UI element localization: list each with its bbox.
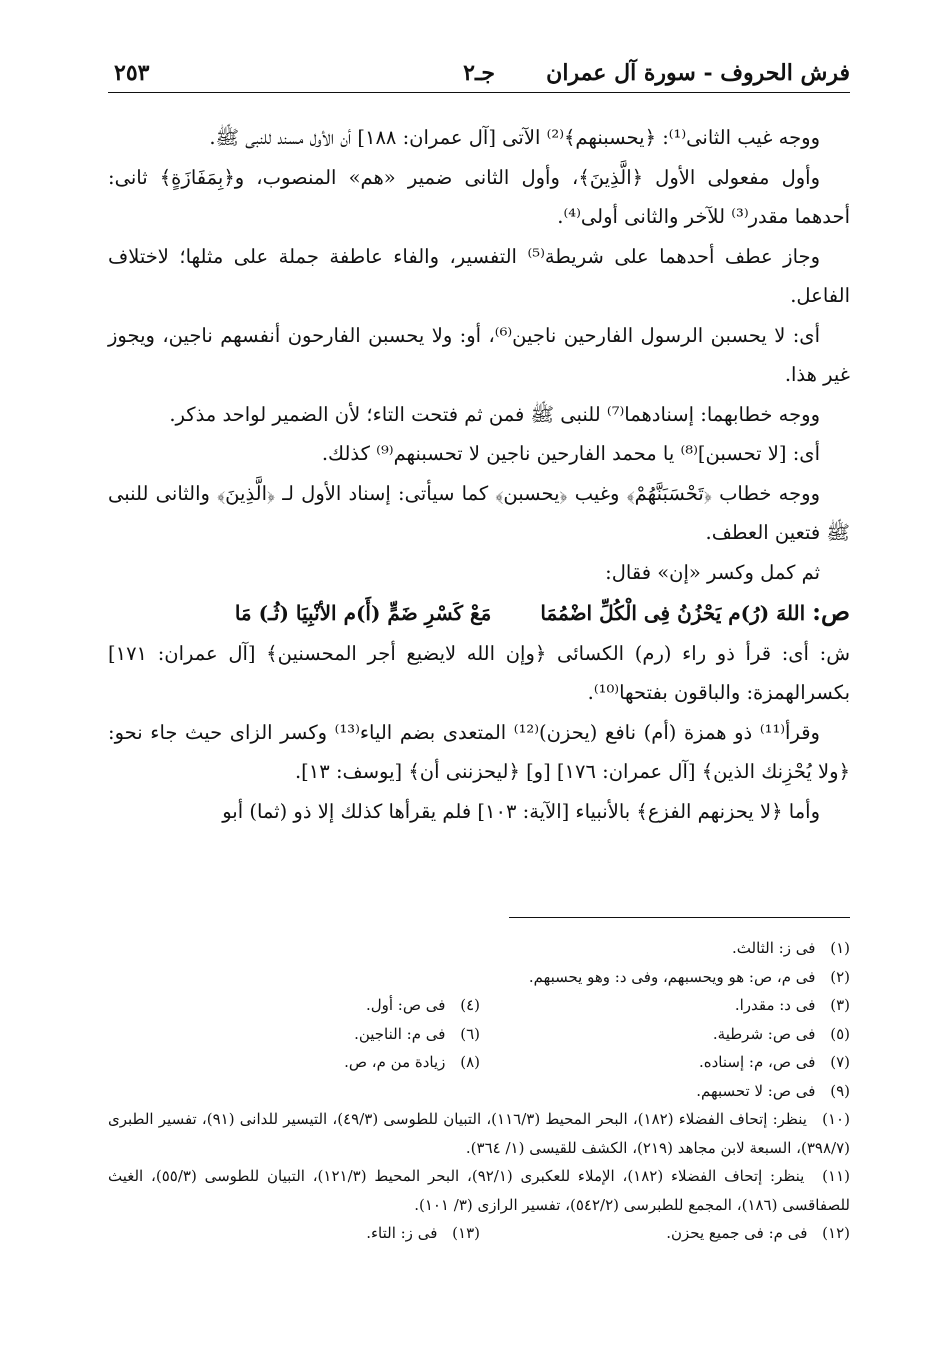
footnote-text: زيادة من م، ص. <box>344 1053 446 1071</box>
footnote-number: (١٣) <box>452 1224 480 1242</box>
footnote <box>108 1077 850 1106</box>
footnote <box>110 1219 480 1248</box>
footnote-row <box>108 991 850 1020</box>
footnote-number: (٣) <box>830 996 850 1014</box>
footnote-row <box>108 1048 850 1077</box>
footnote <box>480 1048 850 1077</box>
part-number: جـ٢ <box>463 60 495 86</box>
chapter-title: فرش الحروف - سورة آل عمران <box>546 60 850 86</box>
footnote-text: فى ز: الثالث. <box>732 939 816 957</box>
footnote-text: ينظر: إتحاف الفضلاء (١٨٢)، الإملاء للعكبرى (٩٢/١)، البحر المحيط (١٢١/٣)، التبيان للطوسى (٥٥/٣)، الغيث للصفاقسى (١٨٦)، المجمع للطبرسى (٥٤٢/٢)، تفسير الرازى (٣/ ١٠١). <box>108 1167 850 1214</box>
footnote <box>108 1105 850 1162</box>
footnote-number: (١٠) <box>822 1110 850 1128</box>
footnote-text: فى ص، م: إسناده. <box>699 1053 816 1071</box>
main-text <box>108 118 850 831</box>
footnote-text: فى م: فى جميع يحزن. <box>666 1224 808 1242</box>
footnotes <box>108 934 850 1248</box>
footnote-number: (١١) <box>822 1167 850 1185</box>
footnote-number: (٤) <box>460 996 480 1014</box>
footnote-divider <box>509 917 850 918</box>
commentary-paragraph: وقرأ⁽¹¹⁾ ذو همزة (أم) نافع (يحزن)⁽¹²⁾ المتعدى بضم الياء⁽¹³⁾ وكسر الزاى حيث جاء نحو: ﴿ولا يُحْزِنك الذين﴾ [آل عمران: ١٧٦] [و] ﴿ليحزننى أن﴾ [يوسف: ١٣]. <box>108 720 850 783</box>
footnote-text: فى م، ص: هو ويحسبهم، وفى د: وهو يحسبهم. <box>528 967 816 986</box>
footnote <box>110 1020 480 1049</box>
footnote-row <box>108 1020 850 1049</box>
footnote-number: (٩) <box>830 1081 850 1100</box>
footnote <box>110 991 480 1020</box>
verse-marker: ص: <box>812 597 850 626</box>
footnote-number: (١٢) <box>822 1224 850 1242</box>
footnote-number: (٢) <box>830 967 850 986</box>
footnote-text: فى ز: التاء. <box>366 1224 438 1242</box>
footnote-row <box>108 1219 850 1248</box>
footnote-number: (٨) <box>460 1053 480 1071</box>
paragraph: ووجه غيب الثانى⁽¹⁾: ﴿يحسبنهم﴾⁽²⁾ الآتى [آل عمران: ١٨٨] أن الأول مسند للنبى ﷺ. <box>209 126 820 149</box>
commentary-paragraph: وأما ﴿لا يحزنهم الفزع﴾ بالأنبياء [الآية: ١٠٣] فلم يقرأها كذلك إلا ذو (ثما) أبو <box>222 799 820 823</box>
footnote-text: فى م: الناجين. <box>354 1024 446 1043</box>
footnote <box>480 1020 850 1049</box>
verse-first-hemistich: اللهَ (رُ)م يَحْزُنُ فِى الْكُلِّ اضْمُمَا <box>540 601 806 625</box>
running-header <box>108 58 850 93</box>
footnote-number: (٦) <box>460 1024 480 1043</box>
footnote-text: فى ص: شرطية. <box>712 1024 816 1043</box>
footnote <box>108 934 850 963</box>
footnote <box>480 991 850 1020</box>
verse-second-hemistich: مَعْ كَسْرِ ضَمٍّ (أَ)م الأنْبِيَا (ثُـ) مَا <box>234 601 492 625</box>
paragraph: ووجه خطاب ﴿تَحْسَبَنَّهُمْ﴾ وغيب ﴿يحسبن﴾ كما سيأتى: إسناد الأول لـ ﴿الَّذِينَ﴾ والثانى للنبى ﷺ فتعين العطف. <box>108 481 850 544</box>
footnote-text: ينظر: إتحاف الفضلاء (١٨٢)، البحر المحيط (١١٦/٣)، التبيان للطوسى (٤٩/٣)، التيسير للدانى (٩١)، تفسير الطبرى (٣٩٨/٧)، السبعة لابن مجاهد (٢١٩)، الكشف للقيسى (١/ ٣٦٤). <box>108 1110 850 1157</box>
paragraph: ووجه خطابهما: إسنادهما⁽⁷⁾ للنبى ﷺ فمن ثم فتحت التاء؛ لأن الضمير لواحد مذكر. <box>169 402 820 426</box>
footnote-text: فى ص: أول. <box>365 996 446 1014</box>
paragraph: وجاز عطف أحدهما على شريطة⁽⁵⁾ التفسير، والفاء عاطفة جملة على مثلها؛ لاختلاف الفاعل. <box>108 244 850 307</box>
footnote <box>480 1219 850 1248</box>
footnote-text: فى ص: لا تحسبهم. <box>696 1081 816 1100</box>
paragraph: ثم كمل وكسر «إن» فقال: <box>605 560 820 584</box>
footnote-number: (١) <box>830 939 850 957</box>
footnote <box>108 963 850 992</box>
footnote-number: (٥) <box>830 1024 850 1043</box>
footnote <box>110 1048 480 1077</box>
footnote <box>108 1162 850 1219</box>
footnote-text: فى د: مقدرا. <box>734 996 816 1014</box>
page-number: ٢٥٣ <box>114 60 150 86</box>
paragraph: أى: لا يحسبن الرسول الفارحين ناجين⁽⁶⁾، أو: ولا يحسبن الفارحون أنفسهم ناجين، ويجوز غير هذا. <box>108 323 850 386</box>
commentary-paragraph: ش: أى: قرأ ذو راء (رم) الكسائى ﴿وإن الله لايضيع أجر المحسنين﴾ [آل عمران: ١٧١] بكسرالهمزة: والباقون بفتحها⁽¹⁰⁾. <box>108 641 850 704</box>
paragraph: وأول مفعولى الأول ﴿الَّذِينَ﴾، وأول الثانى ضمير «هم» المنصوب، و﴿بِمَفَازَةٍ﴾ ثانى: أحدهما مقدر⁽³⁾ للآخر والثانى أولى⁽⁴⁾. <box>108 165 850 228</box>
footnote-number: (٧) <box>830 1053 850 1071</box>
paragraph: أى: [لا تحسبن]⁽⁸⁾ يا محمد الفارحين ناجين لا تحسبنهم⁽⁹⁾ كذلك. <box>321 442 820 465</box>
poem-verse <box>108 592 850 634</box>
